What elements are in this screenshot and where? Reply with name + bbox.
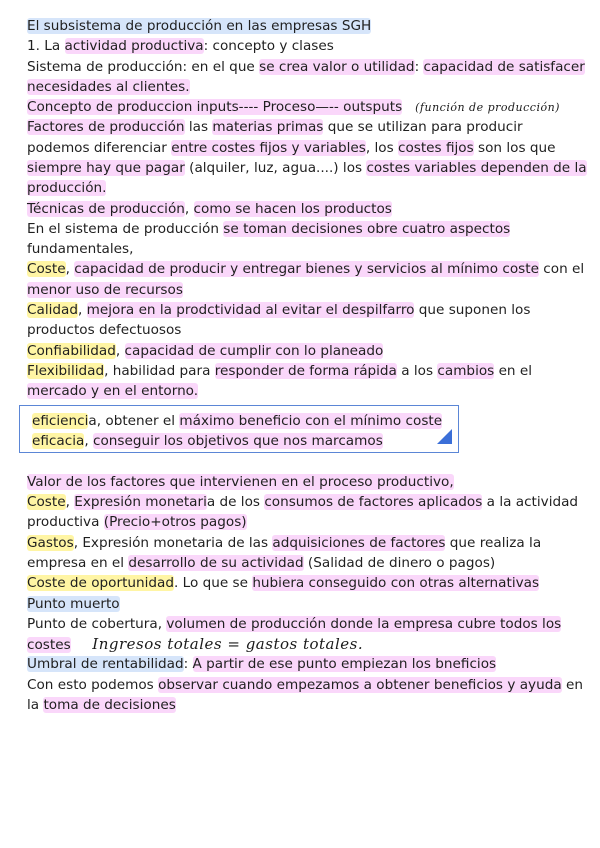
- text-segment: Flexibilidad: [27, 363, 105, 379]
- text-line: [27, 220, 510, 238]
- text-segment: cambios: [437, 363, 495, 379]
- text-line: [27, 696, 176, 714]
- text-segment: ,: [77, 302, 87, 318]
- box-line: [32, 432, 383, 450]
- text-segment: en: [561, 677, 583, 693]
- text-line: [27, 159, 587, 177]
- text-line: [27, 179, 106, 197]
- text-segment: las: [184, 119, 213, 135]
- text-line: [27, 200, 392, 218]
- text-segment: se crea valor o utilidad: [259, 59, 415, 75]
- text-segment: productos defectuosos: [27, 322, 182, 338]
- text-segment: 1. La: [27, 38, 65, 54]
- text-segment: , Expresión monetaria de las: [73, 535, 273, 551]
- text-segment: Técnicas de producción: [27, 201, 185, 217]
- text-segment: El subsistema de producción en las empresas SGH: [27, 18, 372, 34]
- text-line: [27, 37, 334, 55]
- text-segment: menor uso de recursos: [27, 282, 183, 298]
- text-segment: desarrollo de su actividad: [128, 555, 304, 571]
- text-segment: capacidad de cumplir con lo planeado: [124, 343, 384, 359]
- text-segment: Con esto podemos: [27, 677, 159, 693]
- text-segment: (Salidad de dinero o pagos): [303, 555, 496, 571]
- text-segment: como se hacen los productos: [193, 201, 392, 217]
- text-segment: empresa en el: [27, 555, 129, 571]
- text-segment: (Precio+otros pagos): [103, 514, 247, 530]
- text-segment: volumen de producción donde la empresa cubre todos los: [166, 616, 562, 632]
- text-line: [27, 574, 539, 592]
- text-segment: Concepto de produccion inputs---- Proceso—-- outsputs: [27, 99, 403, 115]
- text-segment: Coste: [27, 494, 66, 510]
- text-segment: materias primas: [212, 119, 324, 135]
- text-segment: Coste: [27, 261, 66, 277]
- text-segment: En el sistema de producción: [27, 221, 224, 237]
- text-segment: actividad productiva: [64, 38, 204, 54]
- text-line: [27, 342, 383, 360]
- text-line: [27, 534, 541, 552]
- text-segment: Factores de producción: [27, 119, 185, 135]
- text-segment: ,: [65, 261, 75, 277]
- text-segment: a, obtener el: [88, 413, 180, 429]
- text-segment: (alquiler, luz, agua....) los: [184, 160, 367, 176]
- text-line: [27, 78, 190, 96]
- text-segment: costes: [27, 637, 71, 653]
- text-segment: podemos diferenciar: [27, 140, 172, 156]
- text-line: [27, 615, 561, 633]
- text-segment: que realiza la: [445, 535, 542, 551]
- text-segment: a los: [396, 363, 438, 379]
- text-segment: Punto de cobertura,: [27, 616, 167, 632]
- text-line: [27, 676, 583, 694]
- text-segment: consumos de factores aplicados: [264, 494, 483, 510]
- text-segment: capacidad de producir y entregar bienes y servicios al mínimo coste: [74, 261, 539, 277]
- handwritten-note: (función de producción): [415, 101, 560, 114]
- text-line: [27, 240, 133, 258]
- text-segment: A partir de ese punto empiezan los bneficios: [192, 656, 497, 672]
- text-segment: , habilidad para: [104, 363, 215, 379]
- text-segment: Confiabilidad: [27, 343, 116, 359]
- text-segment: con el: [538, 261, 585, 277]
- text-segment: necesidades al clientes.: [27, 79, 190, 95]
- text-line: [27, 473, 454, 491]
- text-segment: capacidad de satisfacer: [423, 59, 585, 75]
- text-segment: mejora en la prodctividad al evitar el despilfarro: [86, 302, 415, 318]
- text-line: [27, 98, 560, 117]
- text-line: [27, 554, 495, 572]
- text-line: [27, 260, 584, 278]
- text-line: [27, 301, 530, 319]
- text-segment: eficienci: [32, 413, 89, 429]
- text-line: [27, 513, 247, 531]
- text-segment: Calidad: [27, 302, 78, 318]
- text-segment: máximo beneficio con el mínimo coste: [179, 413, 443, 429]
- text-segment: ,: [65, 494, 75, 510]
- text-segment: ,: [115, 343, 125, 359]
- text-segment: mercado y en el entorno.: [27, 383, 199, 399]
- text-segment: conseguir los objetivos que nos marcamos: [92, 433, 383, 449]
- text-segment: productiva: [27, 514, 104, 530]
- text-line: [27, 595, 120, 613]
- text-segment: a de los: [206, 494, 265, 510]
- text-segment: hubiera conseguido con otras alternativas: [252, 575, 540, 591]
- text-segment: , los: [365, 140, 398, 156]
- text-line: [27, 118, 523, 136]
- text-line: [27, 655, 496, 673]
- resize-corner-icon[interactable]: [437, 429, 452, 444]
- text-line: [27, 635, 363, 654]
- text-segment: eficacia: [32, 433, 85, 449]
- text-segment: :: [183, 656, 193, 672]
- definition-box: [19, 405, 459, 453]
- text-segment: responder de forma rápida: [214, 363, 397, 379]
- text-segment: ,: [184, 201, 194, 217]
- text-segment: a la actividad: [482, 494, 579, 510]
- text-line: [27, 139, 555, 157]
- text-line: [27, 493, 578, 511]
- text-segment: observar cuando empezamos a obtener beneficios y ayuda: [158, 677, 562, 693]
- text-segment: son los que: [473, 140, 556, 156]
- text-segment: Punto muerto: [27, 596, 120, 612]
- text-line: [27, 58, 585, 76]
- text-line: [27, 281, 183, 299]
- text-segment: Expresión monetari: [74, 494, 207, 510]
- text-segment: costes fijos: [397, 140, 474, 156]
- text-segment: : concepto y clases: [203, 38, 334, 54]
- text-line: [27, 362, 532, 380]
- text-segment: :: [414, 59, 424, 75]
- text-segment: se toman decisiones obre cuatro aspectos: [223, 221, 511, 237]
- text-segment: ,: [84, 433, 93, 449]
- text-segment: entre costes fijos y variables: [171, 140, 366, 156]
- text-segment: producción.: [27, 180, 107, 196]
- text-segment: en el: [494, 363, 533, 379]
- text-segment: fundamentales,: [27, 241, 134, 257]
- text-line: [27, 321, 181, 339]
- page-title: [27, 17, 371, 35]
- text-segment: Umbral de rentabilidad: [27, 656, 184, 672]
- text-segment: Gastos: [27, 535, 74, 551]
- text-segment: adquisiciones de factores: [272, 535, 446, 551]
- text-segment: Valor de los factores que intervienen en el proceso productivo,: [27, 474, 454, 490]
- text-line: [27, 382, 198, 400]
- text-segment: Sistema de producción: en el que: [27, 59, 260, 75]
- text-segment: que suponen los: [414, 302, 531, 318]
- text-segment: . Lo que se: [174, 575, 253, 591]
- text-segment: siempre hay que pagar: [27, 160, 185, 176]
- handwritten-note: Ingresos totales = gastos totales.: [92, 635, 364, 653]
- box-line: [32, 412, 442, 430]
- text-segment: toma de decisiones: [43, 697, 176, 713]
- text-segment: costes variables dependen de la: [366, 160, 587, 176]
- text-segment: la: [27, 697, 44, 713]
- text-segment: Coste de oportunidad: [27, 575, 174, 591]
- text-segment: que se utilizan para producir: [323, 119, 523, 135]
